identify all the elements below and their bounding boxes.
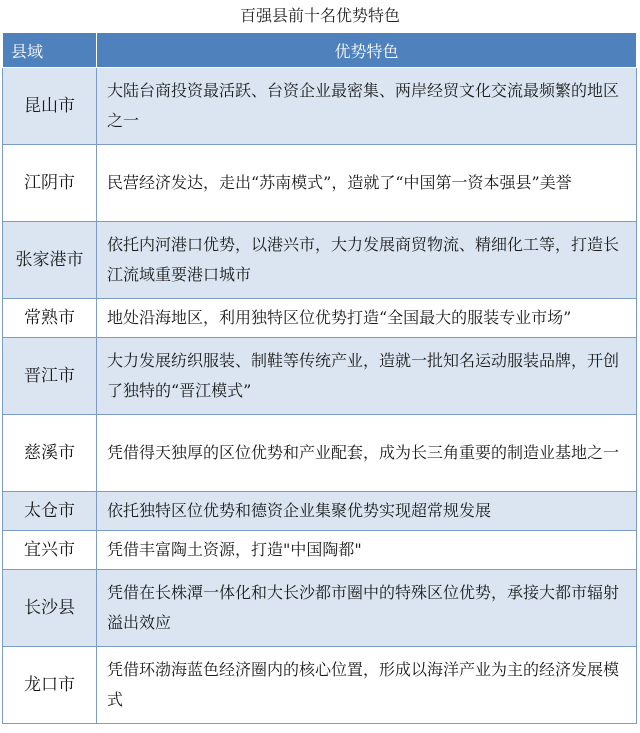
table-title: 百强县前十名优势特色 [239,6,400,25]
county-cell: 江阴市 [3,145,97,222]
table-row [3,338,637,415]
county-cell: 太仓市 [3,492,97,531]
header-feature: 优势特色 [97,33,637,68]
table-row [3,531,637,570]
feature-cell: 民营经济发达，走出“苏南模式”，造就了“中国第一资本强县”美誉 [97,145,637,222]
header-county: 县域 [3,33,97,68]
table-row [3,145,637,222]
county-cell: 宜兴市 [3,531,97,570]
county-cell: 龙口市 [3,647,97,724]
county-cell: 张家港市 [3,222,97,299]
county-cell: 长沙县 [3,570,97,647]
feature-cell: 凭借得天独厚的区位优势和产业配套，成为长三角重要的制造业基地之一 [97,415,637,492]
feature-cell: 地处沿海地区，利用独特区位优势打造“全国最大的服装专业市场” [97,299,637,338]
feature-cell: 大力发展纺织服装、制鞋等传统产业，造就一批知名运动服装品牌，开创了独特的“晋江模式” [97,338,637,415]
county-cell: 常熟市 [3,299,97,338]
table-row [3,68,637,145]
county-cell: 昆山市 [3,68,97,145]
table-row [3,299,637,338]
table-row [3,647,637,724]
table-row [3,570,637,647]
feature-cell: 依托独特区位优势和德资企业集聚优势实现超常规发展 [97,492,637,531]
feature-cell: 依托内河港口优势，以港兴市，大力发展商贸物流、精细化工等，打造长江流域重要港口城市 [97,222,637,299]
header-row [3,33,637,68]
feature-cell: 凭借在长株潭一体化和大长沙都市圈中的特殊区位优势，承接大都市辐射溢出效应 [97,570,637,647]
table-row [3,492,637,531]
county-cell: 晋江市 [3,338,97,415]
county-cell: 慈溪市 [3,415,97,492]
features-table [2,32,637,724]
table-row [3,415,637,492]
table-row [3,222,637,299]
feature-cell: 大陆台商投资最活跃、台资企业最密集、两岸经贸文化交流最频繁的地区之一 [97,68,637,145]
feature-cell: 凭借丰富陶土资源，打造"中国陶都" [97,531,637,570]
feature-cell: 凭借环渤海蓝色经济圈内的核心位置，形成以海洋产业为主的经济发展模式 [97,647,637,724]
